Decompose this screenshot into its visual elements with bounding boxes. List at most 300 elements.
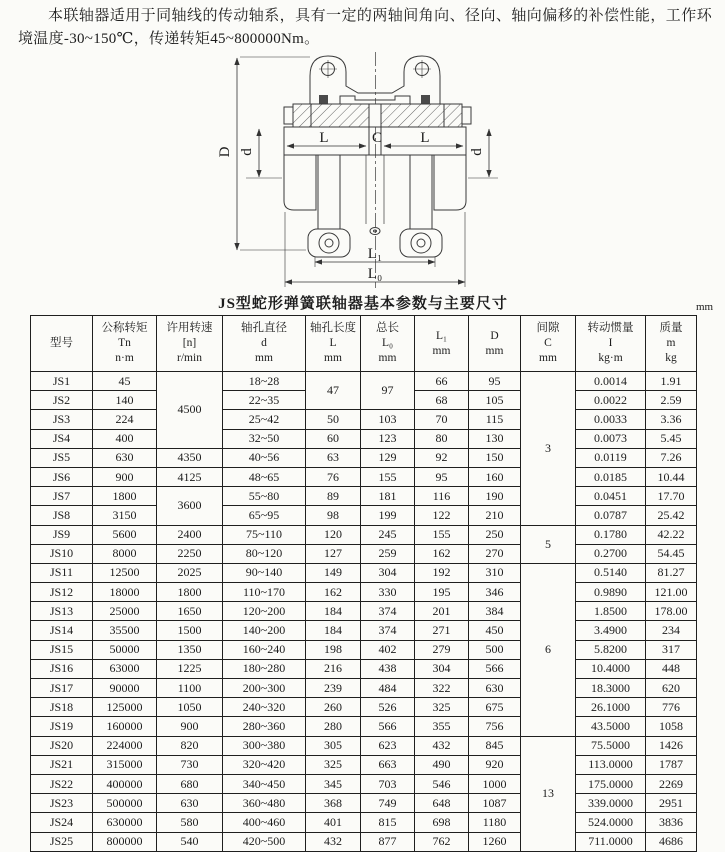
table-cell: 4500 [157, 372, 223, 449]
table-cell: 155 [415, 525, 469, 544]
table-cell: 75~110 [223, 525, 306, 544]
table-cell: 384 [469, 602, 521, 621]
table-cell: 45 [93, 372, 157, 391]
table-cell: 4125 [157, 467, 223, 486]
table-cell: 490 [415, 755, 469, 774]
table-cell: 5 [521, 525, 576, 563]
table-row [31, 813, 697, 832]
table-cell: 920 [469, 755, 521, 774]
table-cell: 180~280 [223, 659, 306, 678]
table-cell: 762 [415, 832, 469, 851]
table-cell: 280~360 [223, 717, 306, 736]
table-cell: 48~65 [223, 467, 306, 486]
table-cell: 35500 [93, 621, 157, 640]
table-cell: 2025 [157, 563, 223, 582]
table-cell: 110~170 [223, 583, 306, 602]
table-cell: 224000 [93, 736, 157, 755]
table-cell: 1260 [469, 832, 521, 851]
table-cell: 89 [306, 487, 361, 506]
table-row [31, 698, 697, 717]
table-cell: 122 [415, 506, 469, 525]
bolt-left [319, 95, 328, 104]
oil-hole [370, 228, 380, 235]
table-cell: 300~380 [223, 736, 306, 755]
table-cell: 648 [415, 794, 469, 813]
table-title: JS型蛇形弹簧联轴器基本参数与主要尺寸 [218, 296, 508, 312]
table-cell: 54.45 [646, 544, 697, 563]
table-cell: 3 [521, 372, 576, 526]
table-cell: 63 [306, 448, 361, 467]
table-cell: JS20 [31, 736, 93, 755]
intro-paragraph: 本联轴器适用于同轴线的传动轴系，具有一定的两轴间角向、径向、轴向偏移的补偿性能，工作环境温度-30~150℃，传递转矩45~800000Nm。 [18, 8, 712, 47]
table-cell: JS23 [31, 794, 93, 813]
table-cell: 317 [646, 640, 697, 659]
table-cell: 271 [415, 621, 469, 640]
table-row [31, 544, 697, 563]
table-cell: 0.0119 [576, 448, 646, 467]
table-cell: JS5 [31, 448, 93, 467]
table-cell: 340~450 [223, 774, 306, 793]
table-cell: 1000 [469, 774, 521, 793]
table-cell: 7.26 [646, 448, 697, 467]
column-header: D mm [469, 316, 521, 372]
table-cell: JS17 [31, 679, 93, 698]
table-cell: 703 [361, 774, 415, 793]
table-cell: 140~200 [223, 621, 306, 640]
table-cell: 192 [415, 563, 469, 582]
table-cell: 245 [361, 525, 415, 544]
table-cell: 1058 [646, 717, 697, 736]
column-header: 转动惯量 I kg·m [576, 316, 646, 372]
table-cell: 374 [361, 621, 415, 640]
column-header: 轴孔直径 d mm [223, 316, 306, 372]
table-cell: 18000 [93, 583, 157, 602]
table-cell: 155 [361, 467, 415, 486]
table-cell: 270 [469, 544, 521, 563]
table-row [31, 832, 697, 851]
table-row [31, 448, 697, 467]
spring-housing [310, 56, 440, 104]
table-cell: 2.59 [646, 391, 697, 410]
table-cell: JS10 [31, 544, 93, 563]
table-cell: 120 [306, 525, 361, 544]
table-cell: JS2 [31, 391, 93, 410]
table-cell: 1787 [646, 755, 697, 774]
table-cell: 310 [469, 563, 521, 582]
table-cell: 4350 [157, 448, 223, 467]
table-cell: 115 [469, 410, 521, 429]
table-cell: 63000 [93, 659, 157, 678]
dim-label-L0: L₀ [367, 266, 383, 282]
table-cell: 5.8200 [576, 640, 646, 659]
table-cell: 320~420 [223, 755, 306, 774]
table-cell: 60 [306, 429, 361, 448]
table-cell: 259 [361, 544, 415, 563]
table-cell: 580 [157, 813, 223, 832]
table-cell: 346 [469, 583, 521, 602]
table-cell: JS3 [31, 410, 93, 429]
table-cell: 250 [469, 525, 521, 544]
table-cell: 279 [415, 640, 469, 659]
table-cell: 450 [469, 621, 521, 640]
table-row [31, 506, 697, 525]
table-cell: 1225 [157, 659, 223, 678]
column-header: 总长 L₀ mm [361, 316, 415, 372]
table-cell: 224 [93, 410, 157, 429]
dim-label-d-left: d [239, 148, 255, 156]
table-cell: JS22 [31, 774, 93, 793]
table-cell: 50 [306, 410, 361, 429]
column-header: 轴孔长度 L mm [306, 316, 361, 372]
table-cell: 184 [306, 602, 361, 621]
table-cell: 120~200 [223, 602, 306, 621]
table-cell: 1180 [469, 813, 521, 832]
boss-right [434, 155, 466, 210]
table-cell: 47 [306, 372, 361, 410]
table-cell: 22~35 [223, 391, 306, 410]
table-cell: 0.0787 [576, 506, 646, 525]
table-cell: 820 [157, 736, 223, 755]
table-cell: JS8 [31, 506, 93, 525]
table-cell: 304 [361, 563, 415, 582]
table-cell: 711.0000 [576, 832, 646, 851]
table-cell: 190 [469, 487, 521, 506]
table-cell: JS11 [31, 563, 93, 582]
table-row [31, 755, 697, 774]
table-cell: 50000 [93, 640, 157, 659]
table-cell: 200~300 [223, 679, 306, 698]
table-cell: 198 [306, 640, 361, 659]
table-row [31, 583, 697, 602]
table-cell: 1087 [469, 794, 521, 813]
table-cell: 210 [469, 506, 521, 525]
table-cell: 97 [361, 372, 415, 410]
table-cell: 800000 [93, 832, 157, 851]
table-cell: 3150 [93, 506, 157, 525]
table-cell: 125000 [93, 698, 157, 717]
table-cell: 0.5140 [576, 563, 646, 582]
table-cell: JS4 [31, 429, 93, 448]
table-cell: 90000 [93, 679, 157, 698]
table-cell: 32~50 [223, 429, 306, 448]
table-cell: 756 [469, 717, 521, 736]
table-cell: 25~42 [223, 410, 306, 429]
table-row [31, 410, 697, 429]
table-cell: 66 [415, 372, 469, 391]
dim-label-D: D [217, 146, 233, 158]
table-cell: 127 [306, 544, 361, 563]
table-cell: 355 [415, 717, 469, 736]
table-cell: 162 [306, 583, 361, 602]
table-cell: 121.00 [646, 583, 697, 602]
table-row [31, 563, 697, 582]
table-cell: 374 [361, 602, 415, 621]
table-body [31, 372, 697, 852]
table-row [31, 467, 697, 486]
table-cell: 160~240 [223, 640, 306, 659]
table-cell: 149 [306, 563, 361, 582]
table-cell: 400 [93, 429, 157, 448]
table-cell: 160000 [93, 717, 157, 736]
table-cell: 500 [469, 640, 521, 659]
table-header [31, 316, 697, 372]
table-cell: 280 [306, 717, 361, 736]
table-cell: 239 [306, 679, 361, 698]
table-cell: 0.9890 [576, 583, 646, 602]
table-cell: 123 [361, 429, 415, 448]
table-cell: 81.27 [646, 563, 697, 582]
table-cell: 80~120 [223, 544, 306, 563]
table-cell: 402 [361, 640, 415, 659]
coupling-section-diagram [0, 0, 725, 292]
table-cell: 3.4900 [576, 621, 646, 640]
table-cell: 401 [306, 813, 361, 832]
table-cell: 26.1000 [576, 698, 646, 717]
column-header: 间隙 C mm [521, 316, 576, 372]
table-cell: 25000 [93, 602, 157, 621]
table-cell: JS14 [31, 621, 93, 640]
table-cell: JS15 [31, 640, 93, 659]
table-cell: 199 [361, 506, 415, 525]
table-cell: 3600 [157, 487, 223, 525]
boss-left [284, 155, 316, 210]
table-cell: 1800 [157, 583, 223, 602]
table-cell: 76 [306, 467, 361, 486]
table-cell: 524.0000 [576, 813, 646, 832]
dim-label-L-right: L [420, 130, 430, 146]
table-cell: 162 [415, 544, 469, 563]
table-cell: 216 [306, 659, 361, 678]
table-cell: 201 [415, 602, 469, 621]
side-cap-left [284, 107, 293, 124]
table-cell: 900 [157, 717, 223, 736]
table-cell: 105 [469, 391, 521, 410]
table-cell: 630 [93, 448, 157, 467]
table-cell: 680 [157, 774, 223, 793]
table-cell: 432 [306, 832, 361, 851]
table-cell: JS7 [31, 487, 93, 506]
table-cell: 400~460 [223, 813, 306, 832]
table-row [31, 525, 697, 544]
table-row [31, 774, 697, 793]
table-cell: 0.0451 [576, 487, 646, 506]
table-cell: 526 [361, 698, 415, 717]
column-header: L₁ mm [415, 316, 469, 372]
table-cell: 845 [469, 736, 521, 755]
table-cell: 325 [415, 698, 469, 717]
table-cell: 345 [306, 774, 361, 793]
table-cell: 339.0000 [576, 794, 646, 813]
table-cell: 546 [415, 774, 469, 793]
table-cell: 75.5000 [576, 736, 646, 755]
table-cell: 322 [415, 679, 469, 698]
table-cell: 2269 [646, 774, 697, 793]
table-cell: 623 [361, 736, 415, 755]
table-cell: 8000 [93, 544, 157, 563]
table-cell: JS6 [31, 467, 93, 486]
table-cell: 305 [306, 736, 361, 755]
table-cell: 730 [157, 755, 223, 774]
table-cell: 130 [469, 429, 521, 448]
table-cell: JS18 [31, 698, 93, 717]
table-row [31, 736, 697, 755]
table-cell: 181 [361, 487, 415, 506]
table-cell: 18.3000 [576, 679, 646, 698]
side-cap-right [462, 107, 471, 124]
table-cell: 129 [361, 448, 415, 467]
table-cell: JS24 [31, 813, 93, 832]
table-cell: 0.0014 [576, 372, 646, 391]
table-cell: 0.0022 [576, 391, 646, 410]
table-cell: 6 [521, 563, 576, 736]
table-cell: 0.0073 [576, 429, 646, 448]
table-cell: 1.8500 [576, 602, 646, 621]
table-cell: 432 [415, 736, 469, 755]
table-cell: 776 [646, 698, 697, 717]
table-cell: 663 [361, 755, 415, 774]
table-cell: 12500 [93, 563, 157, 582]
table-unit-label: mm [696, 301, 714, 313]
table-cell: 500000 [93, 794, 157, 813]
table-cell: 234 [646, 621, 697, 640]
table-cell: 420~500 [223, 832, 306, 851]
table-cell: 1426 [646, 736, 697, 755]
table-cell: JS19 [31, 717, 93, 736]
table-cell: 175.0000 [576, 774, 646, 793]
table-row [31, 679, 697, 698]
table-cell: 95 [469, 372, 521, 391]
table-cell: 900 [93, 467, 157, 486]
table-cell: 1100 [157, 679, 223, 698]
table-cell: 55~80 [223, 487, 306, 506]
table-cell: JS1 [31, 372, 93, 391]
table-cell: 5.45 [646, 429, 697, 448]
cover-seat [340, 96, 410, 104]
table-cell: 13 [521, 736, 576, 851]
table-cell: 260 [306, 698, 361, 717]
table-row [31, 487, 697, 506]
table-cell: 566 [469, 659, 521, 678]
table-cell: 68 [415, 391, 469, 410]
table-cell: 184 [306, 621, 361, 640]
table-row [31, 372, 697, 391]
table-cell: 3836 [646, 813, 697, 832]
table-cell: 4686 [646, 832, 697, 851]
table-cell: 630000 [93, 813, 157, 832]
table-cell: 1350 [157, 640, 223, 659]
table-cell: 103 [361, 410, 415, 429]
table-cell: 400000 [93, 774, 157, 793]
table-cell: 43.5000 [576, 717, 646, 736]
table-cell: 113.0000 [576, 755, 646, 774]
table-cell: 0.1780 [576, 525, 646, 544]
table-cell: 2250 [157, 544, 223, 563]
table-cell: 2951 [646, 794, 697, 813]
table-cell: 140 [93, 391, 157, 410]
table-cell: 65~95 [223, 506, 306, 525]
table-cell: 70 [415, 410, 469, 429]
table-cell: 92 [415, 448, 469, 467]
table-cell: 178.00 [646, 602, 697, 621]
table-cell: 42.22 [646, 525, 697, 544]
table-row [31, 621, 697, 640]
table-cell: 160 [469, 467, 521, 486]
table-cell: 240~320 [223, 698, 306, 717]
table-cell: JS9 [31, 525, 93, 544]
table-cell: 630 [469, 679, 521, 698]
table-cell: 1050 [157, 698, 223, 717]
column-header: 许用转速 [n] r/min [157, 316, 223, 372]
table-cell: 3.36 [646, 410, 697, 429]
table-cell: 2400 [157, 525, 223, 544]
table-cell: 0.0185 [576, 467, 646, 486]
table-cell: 675 [469, 698, 521, 717]
table-cell: 40~56 [223, 448, 306, 467]
table-cell: JS21 [31, 755, 93, 774]
dim-label-d-right: d [469, 148, 485, 156]
table-cell: 540 [157, 832, 223, 851]
table-cell: 1650 [157, 602, 223, 621]
table-cell: 18~28 [223, 372, 306, 391]
table-cell: 438 [361, 659, 415, 678]
parameters-table [30, 315, 697, 852]
dim-label-C: C [371, 130, 383, 146]
table-cell: JS12 [31, 583, 93, 602]
table-cell: 116 [415, 487, 469, 506]
table-cell: 749 [361, 794, 415, 813]
table-cell: 630 [157, 794, 223, 813]
table-cell: JS25 [31, 832, 93, 851]
dim-label-L-left: L [319, 130, 329, 146]
table-cell: 315000 [93, 755, 157, 774]
table-cell: 360~480 [223, 794, 306, 813]
table-cell: 95 [415, 467, 469, 486]
table-cell: 10.44 [646, 467, 697, 486]
table-cell: 325 [306, 755, 361, 774]
header-row [31, 316, 697, 372]
table-cell: 10.4000 [576, 659, 646, 678]
table-cell: JS16 [31, 659, 93, 678]
table-cell: 1.91 [646, 372, 697, 391]
column-header: 公称转矩 Tn n·m [93, 316, 157, 372]
column-header: 质量 m kg [646, 316, 697, 372]
table-cell: 368 [306, 794, 361, 813]
column-header: 型号 [31, 316, 93, 372]
table-cell: 448 [646, 659, 697, 678]
table-cell: 698 [415, 813, 469, 832]
table-cell: 0.2700 [576, 544, 646, 563]
table-row [31, 717, 697, 736]
table-cell: 0.0033 [576, 410, 646, 429]
table-cell: 80 [415, 429, 469, 448]
dimension-labels [217, 130, 485, 282]
table-cell: 150 [469, 448, 521, 467]
table-cell: 815 [361, 813, 415, 832]
table-cell: 195 [415, 583, 469, 602]
table-row [31, 659, 697, 678]
table-cell: 25.42 [646, 506, 697, 525]
table-row [31, 794, 697, 813]
table-row [31, 429, 697, 448]
table-cell: 566 [361, 717, 415, 736]
table-cell: JS13 [31, 602, 93, 621]
table-cell: 5600 [93, 525, 157, 544]
table-cell: 1800 [93, 487, 157, 506]
table-cell: 98 [306, 506, 361, 525]
bolt-right [421, 95, 430, 104]
table-cell: 877 [361, 832, 415, 851]
table-cell: 484 [361, 679, 415, 698]
